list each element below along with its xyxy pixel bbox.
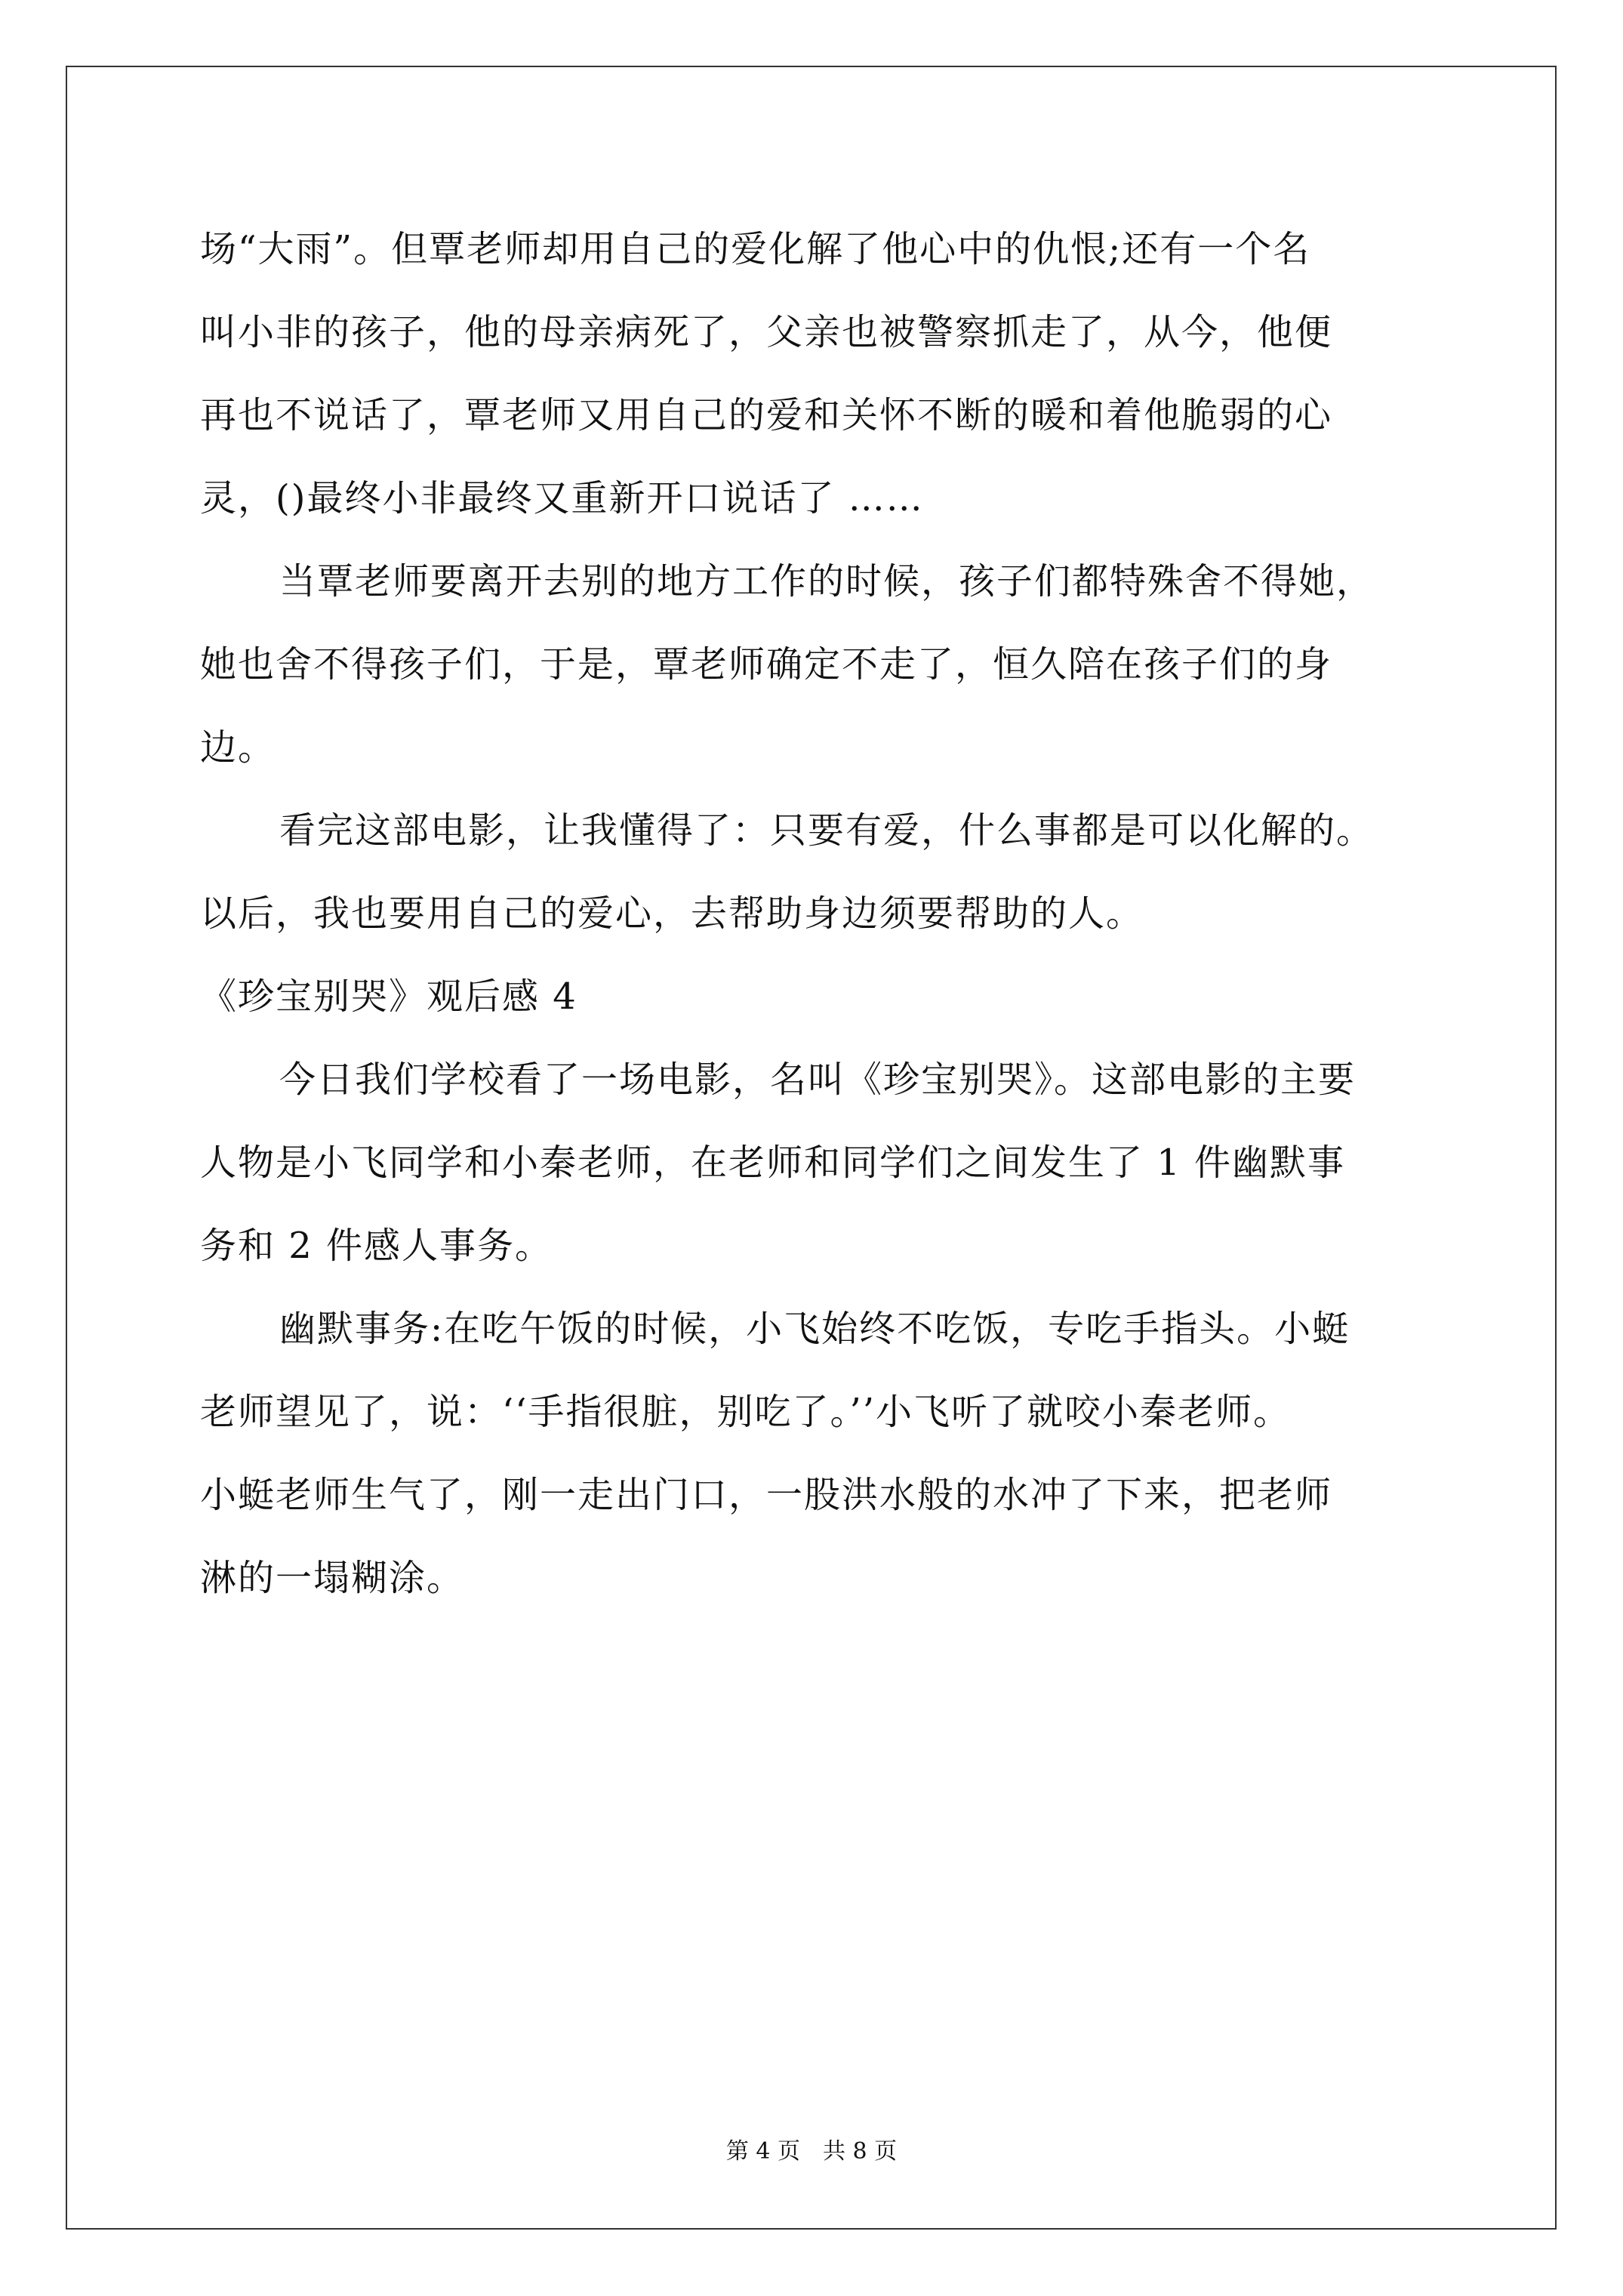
body-line-17: 淋的一塌糊涂。 (200, 1557, 465, 1599)
body-line-3: 再也不说话了，覃老师又用自己的爱和关怀不断的暖和着他脆弱的心 (200, 394, 1333, 436)
body-line-7: 边。 (200, 726, 276, 769)
body-line-4: 灵，()最终小非最终又重新开口说话了 …… (200, 477, 924, 519)
body-line-15: 老师望见了，说：‘‘手指很脏，别吃了。’’小飞听了就咬小秦老师。 (200, 1391, 1292, 1433)
body-line-14: 幽默事务:在吃午饭的时候，小飞始终不吃饭，专吃手指头。小蜓 (279, 1308, 1350, 1350)
body-line-9: 以后，我也要用自己的爱心，去帮助身边须要帮助的人。 (200, 892, 1144, 935)
body-line-12: 人物是小飞同学和小秦老师，在老师和同学们之间发生了 1 件幽默事 (200, 1142, 1346, 1184)
body-line-5: 当覃老师要离开去别的地方工作的时候，孩子们都特殊舍不得她， (279, 560, 1375, 603)
body-line-1: 场“大雨”。但覃老师却用自己的爱化解了他心中的仇恨;还有一个名 (200, 228, 1311, 270)
body-line-8: 看完这部电影，让我懂得了：只要有爱，什么事都是可以化解的。 (279, 809, 1375, 852)
body-line-11: 今日我们学校看了一场电影，名叫《珍宝别哭》。这部电影的主要 (279, 1059, 1357, 1101)
page-number-footer: 第 4 页 共 8 页 (725, 2138, 898, 2165)
body-line-13: 务和 2 件感人事务。 (200, 1225, 553, 1267)
body-line-2: 叫小非的孩子，他的母亲病死了，父亲也被警察抓走了，从今，他便 (200, 311, 1333, 353)
section-heading: 《珍宝别哭》观后感 4 (200, 975, 577, 1018)
body-line-16: 小蜓老师生气了，刚一走出门口，一股洪水般的水冲了下来，把老师 (200, 1474, 1333, 1516)
body-line-6: 她也舍不得孩子们，于是，覃老师确定不走了，恒久陪在孩子们的身 (200, 643, 1333, 686)
